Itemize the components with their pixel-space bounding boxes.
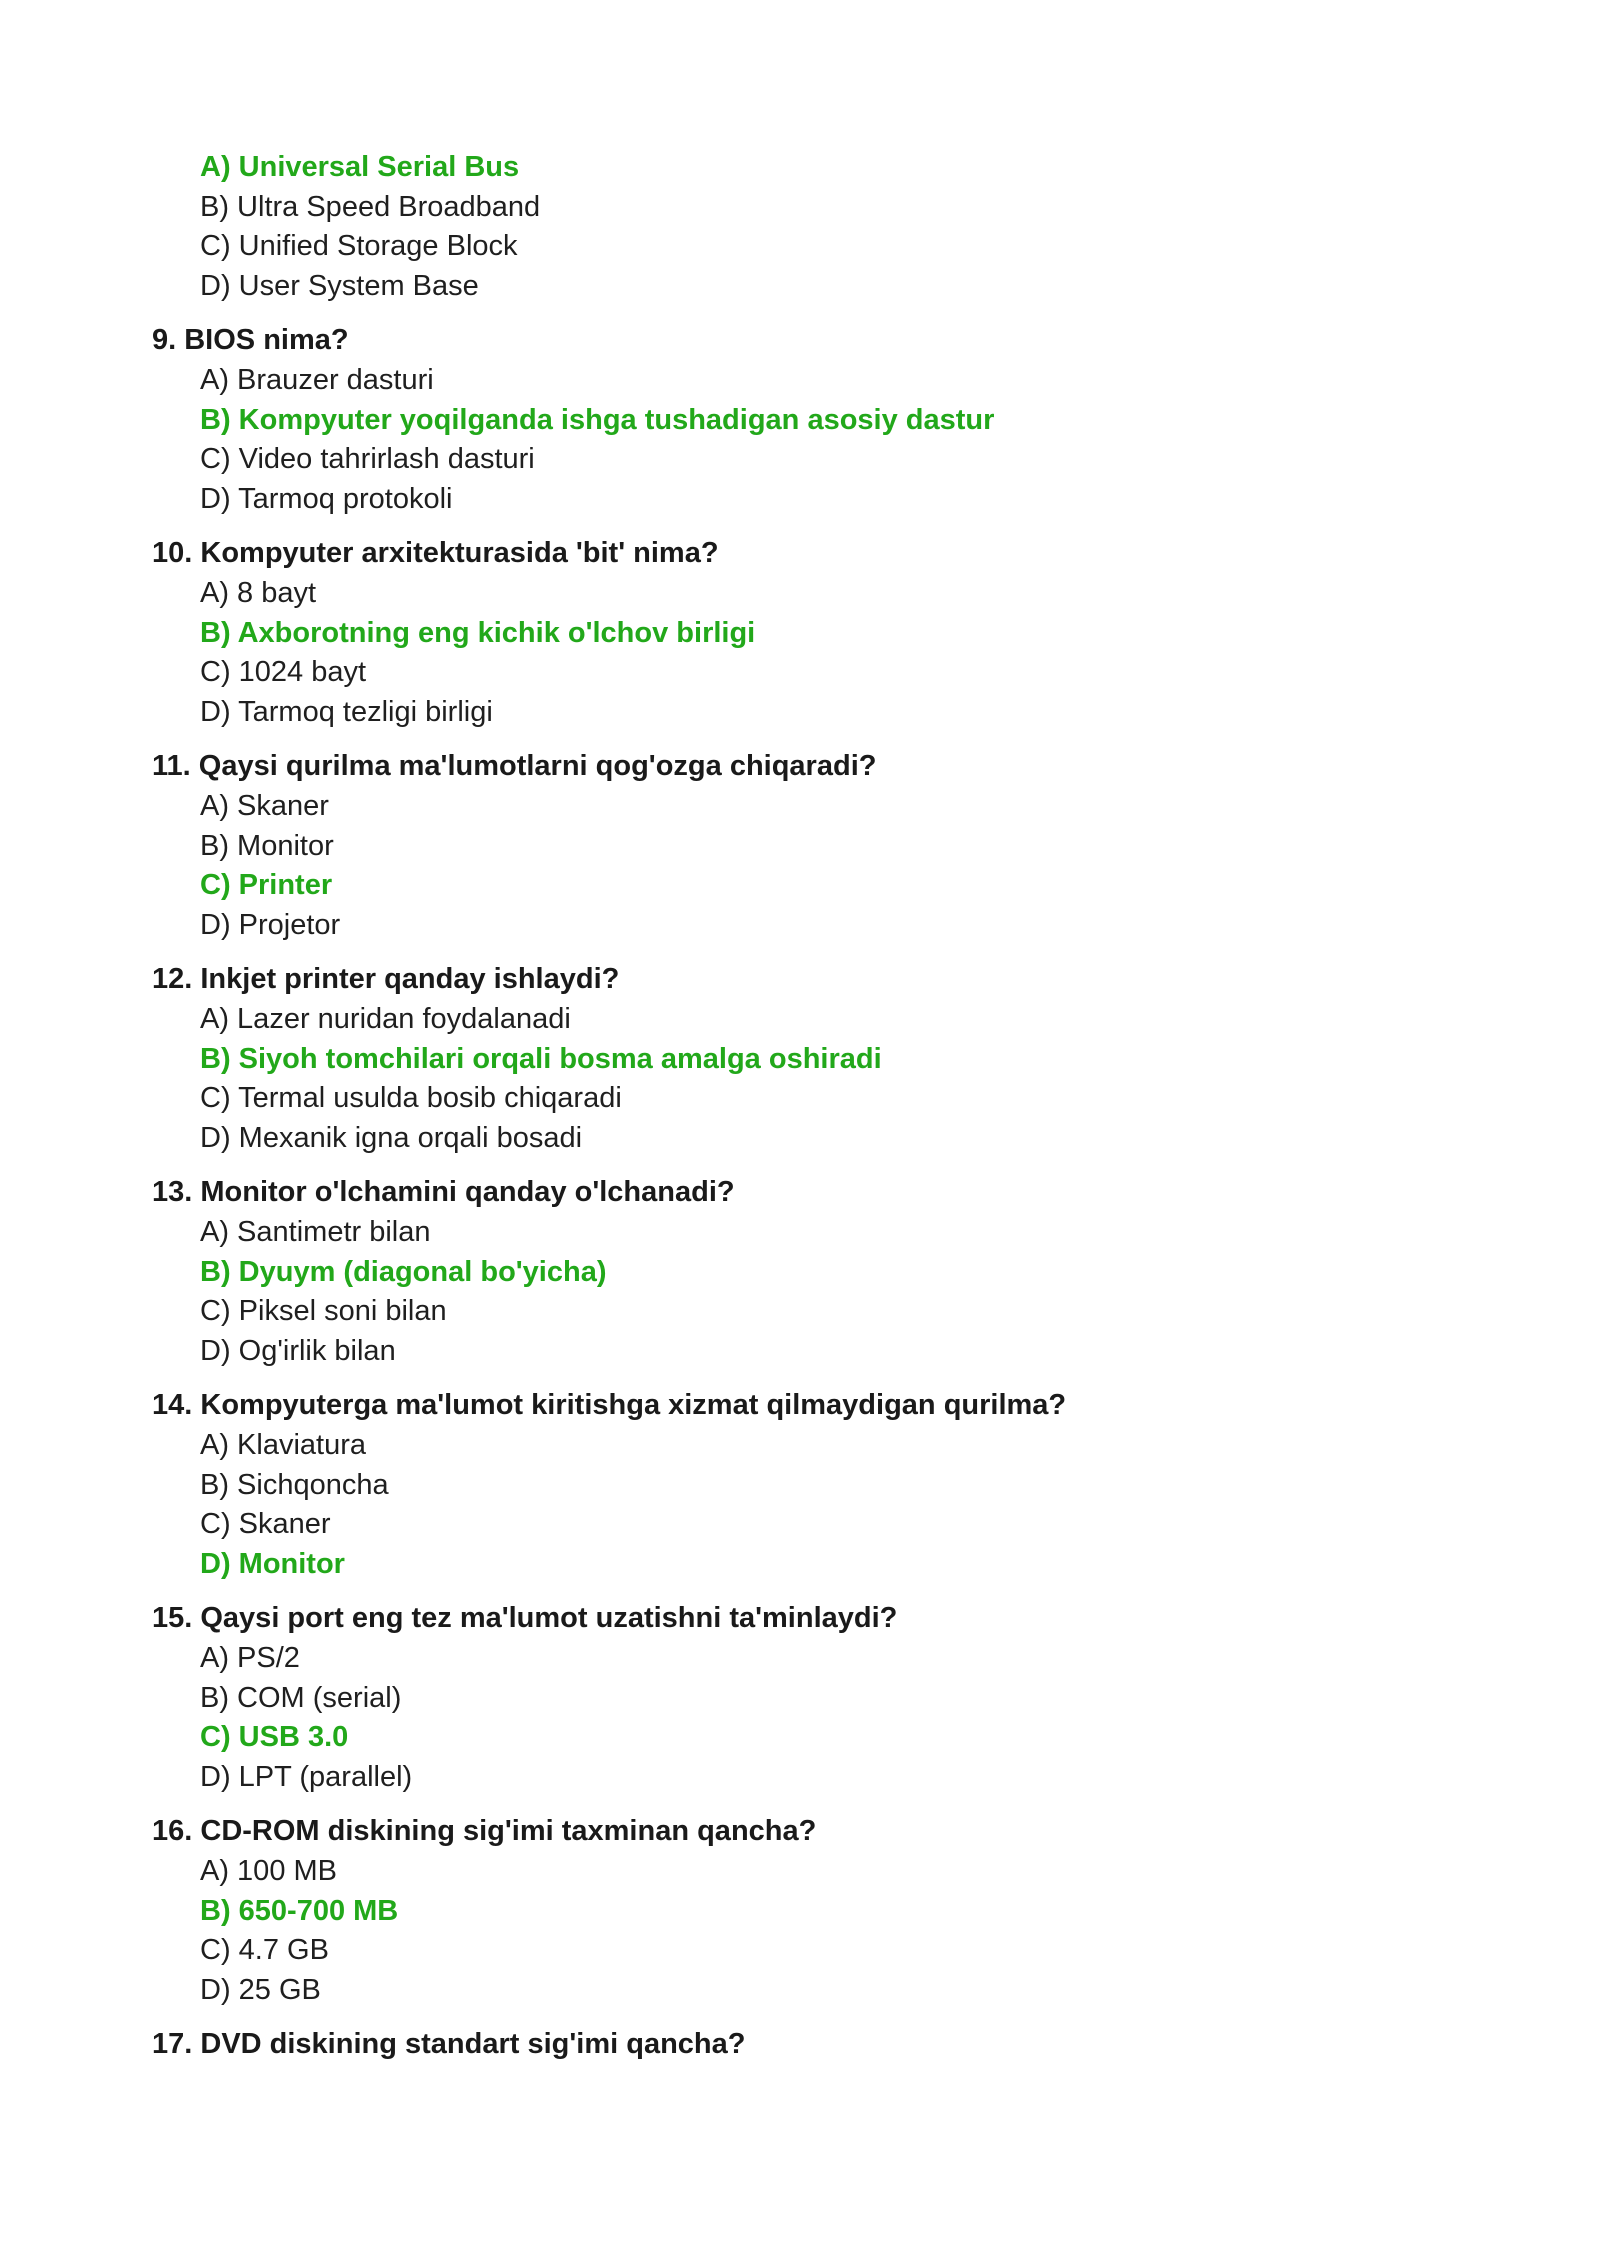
question-block <box>152 319 1452 519</box>
question-title: 17. DVD diskining standart sig'imi qancha? <box>152 2028 746 2060</box>
question-block <box>152 1384 1452 1584</box>
quiz-content <box>152 148 1452 2065</box>
question-title: 10. Kompyuter arxitekturasida 'bit' nima? <box>152 537 719 569</box>
question-title: 11. Qaysi qurilma ma'lumotlarni qog'ozga chiqaradi? <box>152 750 877 782</box>
answer-option: B) Monitor <box>200 829 334 862</box>
correct-answer-option: B) Siyoh tomchilari orqali bosma amalga oshiradi <box>200 1042 882 1075</box>
correct-answer-option: C) USB 3.0 <box>200 1721 349 1753</box>
answer-option: B) COM (serial) <box>200 1681 402 1714</box>
answer-option: A) Brauzer dasturi <box>200 364 434 396</box>
answer-option: D) Og'irlik bilan <box>200 1334 396 1367</box>
question-block <box>152 1810 1452 2010</box>
answer-option: A) Santimetr bilan <box>200 1216 431 1248</box>
answer-option: A) Skaner <box>200 790 329 822</box>
answer-option: D) Mexanik igna orqali bosadi <box>200 1121 583 1154</box>
answer-option: C) Piksel soni bilan <box>200 1295 447 1327</box>
answer-option: A) Lazer nuridan foydalanadi <box>200 1003 571 1035</box>
answer-option: D) Projetor <box>200 908 341 941</box>
question-title: 12. Inkjet printer qanday ishlaydi? <box>152 963 620 995</box>
answer-option: C) Video tahrirlash dasturi <box>200 443 535 475</box>
answer-option: C) Termal usulda bosib chiqaradi <box>200 1082 622 1114</box>
answer-option: C) Unified Storage Block <box>200 230 518 262</box>
question-title: 13. Monitor o'lchamini qanday o'lchanadi? <box>152 1176 735 1208</box>
answer-option: D) Tarmoq tezligi birligi <box>200 695 493 728</box>
correct-answer-option: B) Axborotning eng kichik o'lchov birligi <box>200 616 756 649</box>
correct-answer-option: B) 650-700 MB <box>200 1894 399 1927</box>
answer-option: C) 4.7 GB <box>200 1934 329 1966</box>
answer-option: D) User System Base <box>200 269 479 302</box>
answer-option: B) Sichqoncha <box>200 1468 389 1501</box>
answer-option: D) LPT (parallel) <box>200 1760 413 1793</box>
question-block <box>152 532 1452 732</box>
correct-answer-option: B) Kompyuter yoqilganda ishga tushadigan asosiy dastur <box>200 403 995 436</box>
answer-option: C) 1024 bayt <box>200 656 367 688</box>
correct-answer-option: B) Dyuym (diagonal bo'yicha) <box>200 1255 607 1288</box>
answer-option: A) 8 bayt <box>200 577 317 609</box>
question-title: 14. Kompyuterga ma'lumot kiritishga xizmat qilmaydigan qurilma? <box>152 1389 1067 1421</box>
previous-question-options <box>152 148 1452 306</box>
question-title: 9. BIOS nima? <box>152 324 349 356</box>
answer-option: B) Ultra Speed Broadband <box>200 190 541 223</box>
answer-option: D) 25 GB <box>200 1973 321 2006</box>
question-block <box>152 745 1452 945</box>
question-block <box>152 1171 1452 1371</box>
answer-option: A) PS/2 <box>200 1642 300 1674</box>
answer-option: C) Skaner <box>200 1508 331 1540</box>
correct-answer-option: A) Universal Serial Bus <box>200 151 520 183</box>
correct-answer-option: D) Monitor <box>200 1547 345 1580</box>
correct-answer-option: C) Printer <box>200 869 333 901</box>
question-title: 15. Qaysi port eng tez ma'lumot uzatishni ta'minlaydi? <box>152 1602 898 1634</box>
answer-option: A) Klaviatura <box>200 1429 367 1461</box>
answer-option: A) 100 MB <box>200 1855 337 1887</box>
question-block <box>152 958 1452 1158</box>
answer-option: D) Tarmoq protokoli <box>200 482 453 515</box>
question-block <box>152 1597 1452 1797</box>
question-title: 16. CD-ROM diskining sig'imi taxminan qancha? <box>152 1815 817 1847</box>
question-block <box>152 2023 1452 2065</box>
